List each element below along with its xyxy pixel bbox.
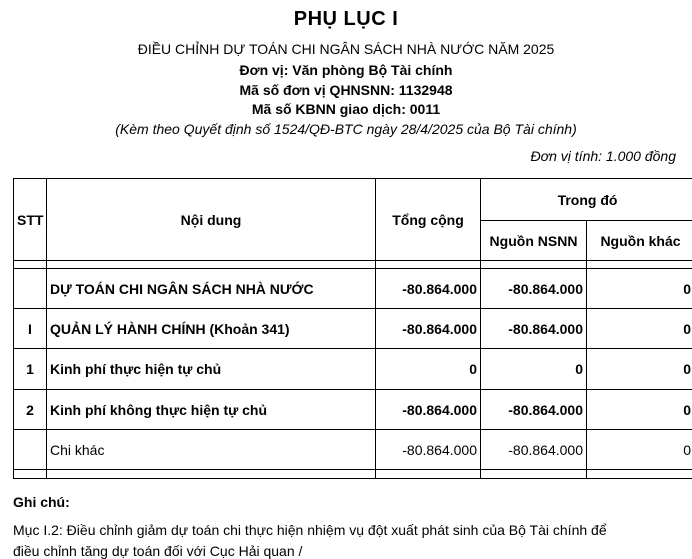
table-row [14, 430, 692, 470]
col-header-total: Tổng cộng [376, 179, 481, 261]
col-header-nsnn: Nguồn NSNN [481, 221, 587, 261]
kbnn-code: Mã số KBNN giao dịch: 0011 [0, 101, 692, 117]
row-stt: 1 [14, 349, 47, 390]
col-header-content: Nội dung [47, 179, 376, 261]
table-row [14, 269, 692, 309]
row-nsnn: -80.864.000 [481, 430, 587, 470]
row-total: -80.864.000 [376, 390, 481, 430]
table-row [14, 349, 692, 390]
row-content: QUẢN LÝ HÀNH CHÍNH (Khoản 341) [47, 309, 376, 349]
row-stt [14, 269, 47, 309]
row-other: 0 [587, 269, 692, 309]
table-row [14, 390, 692, 430]
spacer-row [14, 261, 692, 269]
row-total: -80.864.000 [376, 309, 481, 349]
note-text-continued: điều chỉnh tăng dự toán đối với Cục Hải quan / [13, 543, 302, 559]
decision-reference: (Kèm theo Quyết định số 1524/QĐ-BTC ngày 28/4/2025 của Bộ Tài chính) [0, 121, 692, 137]
page-title: PHỤ LỤC I [0, 8, 692, 31]
row-nsnn: -80.864.000 [481, 309, 587, 349]
page-subtitle: ĐIỀU CHỈNH DỰ TOÁN CHI NGÂN SÁCH NHÀ NƯỚC NĂM 2025 [0, 41, 692, 57]
row-nsnn: -80.864.000 [481, 390, 587, 430]
note-text: Mục I.2: Điều chỉnh giảm dự toán chi thực hiện nhiệm vụ đột xuất phát sinh của Bộ Tài chính để [13, 522, 607, 538]
col-header-stt: STT [14, 179, 47, 261]
row-content: Kinh phí thực hiện tự chủ [47, 349, 376, 390]
row-other: 0 [587, 309, 692, 349]
notes-heading: Ghi chú: [13, 494, 70, 510]
row-other: 0 [587, 349, 692, 390]
row-other: 0 [587, 390, 692, 430]
row-stt: 2 [14, 390, 47, 430]
col-header-other: Nguồn khác [587, 221, 692, 261]
row-stt: I [14, 309, 47, 349]
unit-name: Đơn vị: Văn phòng Bộ Tài chính [0, 62, 692, 78]
row-nsnn: -80.864.000 [481, 269, 587, 309]
row-nsnn: 0 [481, 349, 587, 390]
row-total: -80.864.000 [376, 269, 481, 309]
table-row [14, 309, 692, 349]
row-content: Kinh phí không thực hiện tự chủ [47, 390, 376, 430]
budget-table [13, 178, 692, 479]
row-content: DỰ TOÁN CHI NGÂN SÁCH NHÀ NƯỚC [47, 269, 376, 309]
spacer-row [14, 470, 692, 479]
qhnsnn-code: Mã số đơn vị QHNSNN: 1132948 [0, 82, 692, 98]
row-content: Chi khác [47, 430, 376, 470]
row-other: 0 [587, 430, 692, 470]
row-stt [14, 430, 47, 470]
row-total: 0 [376, 349, 481, 390]
row-total: -80.864.000 [376, 430, 481, 470]
col-header-of-which: Trong đó [481, 179, 692, 221]
unit-of-measure: Đơn vị tính: 1.000 đồng [531, 148, 676, 164]
